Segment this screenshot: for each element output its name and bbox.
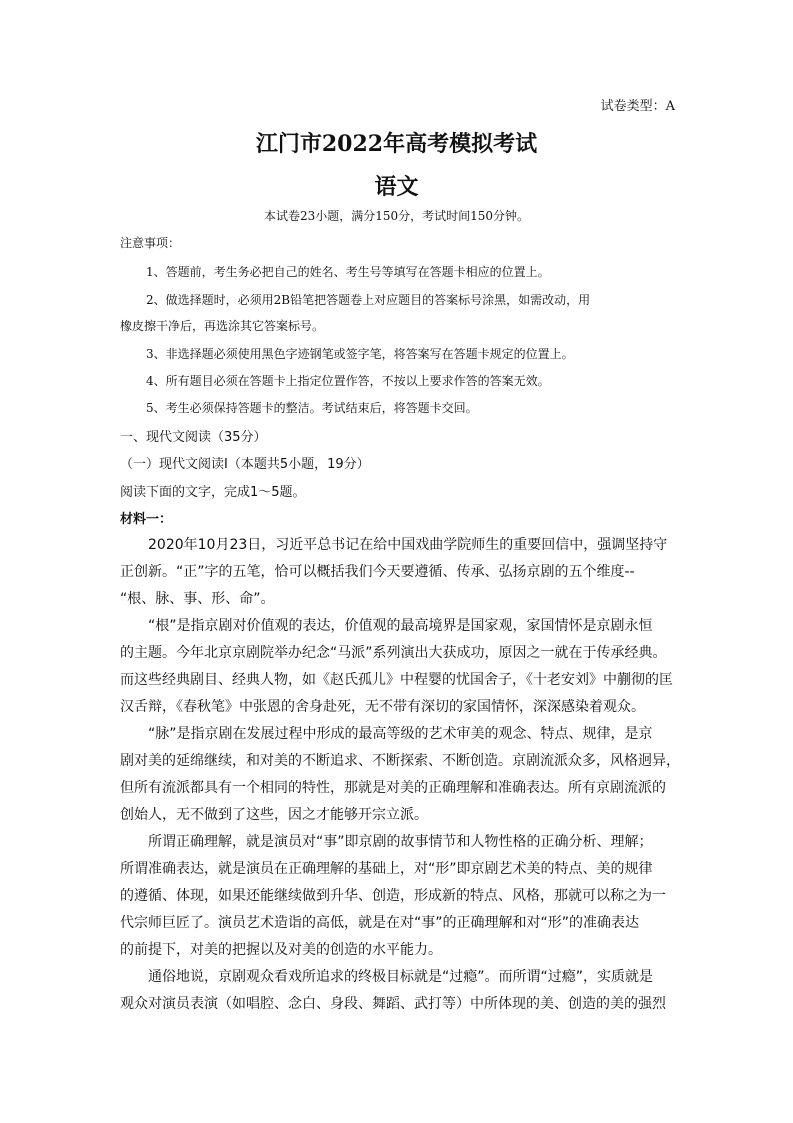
- exam-info: 本试卷23小题，满分150分，考试时间150分钟。: [263, 209, 530, 223]
- passage-line: 创始人，无不做到了这些，因之才能够开宗立派。: [120, 807, 428, 823]
- notice-item-2: 2、做选择题时，必须用2B铅笔把答题卷上对应题目的答案标号涂黑，如需改动，用: [146, 293, 591, 307]
- passage-line: 但所有流派都具有一个相同的特性，那就是对美的正确理解和准确表达。所有京剧流派的: [120, 780, 666, 796]
- notice-item-2-continued: 橡皮擦干净后，再选涂其它答案标号。: [120, 319, 325, 333]
- subject-title: 语文: [374, 174, 419, 200]
- section-heading: 一、现代文阅读（35分）: [120, 430, 267, 445]
- passage-line: “脉”是指京剧在发展过程中形成的最高等级的艺术审美的观念、特点、规律，是京: [148, 726, 653, 742]
- passage-line: 2020年10月23日，习近平总书记在给中国戏曲学院师生的重要回信中，强调坚持守: [148, 537, 668, 553]
- passage-line: “根、脉、事、形、命”。: [120, 591, 275, 607]
- passage-line: 的前提下，对美的把握以及对美的创造的水平能力。: [120, 942, 442, 958]
- notice-item-4: 4、所有题目必须在答题卡上指定位置作答，不按以上要求作答的答案无效。: [146, 374, 550, 388]
- passage-line: “根”是指京剧对价值观的表达，价值观的最高境界是国家观，家国情怀是京剧永恒: [148, 618, 653, 634]
- passage-line: 正创新。“正”字的五笔，恰可以概括我们今天要遵循、传承、弘扬京剧的五个维度--: [120, 564, 635, 580]
- passage-line: 的主题。今年北京京剧院举办纪念“马派”系列演出大获成功，原因之一就在于传承经典。: [120, 645, 667, 661]
- passage-line: 所谓正确理解，就是演员对“事”即京剧的故事情节和人物性格的正确分析、理解；: [148, 834, 653, 850]
- passage-line: 剧对美的延绵继续，和对美的不断追求、不断探索、不断创造。京剧流派众多，风格迥异，: [120, 753, 680, 769]
- subsection-heading: （一）现代文阅读I（本题共5小题，19分）: [120, 457, 370, 472]
- passage-line: 观众对演员表演（如唱腔、念白、身段、舞蹈、武打等）中所体现的美、创造的美的强烈: [120, 996, 666, 1012]
- passage-line: 代宗师巨匠了。演员艺术造诣的高低，就是在对“事”的正确理解和对“形”的准确表达: [120, 915, 640, 931]
- passage-line: 所谓准确表达，就是演员在正确理解的基础上，对“形”即京剧艺术美的特点、美的规律: [120, 861, 653, 877]
- passage-line: 而这些经典剧目、经典人物，如《赵氏孤儿》中程婴的忧国舍子，《十老安刘》中蒯彻的匡: [120, 672, 673, 688]
- passage-line: 的遵循、体现，如果还能继续做到升华、创造，形成新的特点、风格，那就可以称之为一: [120, 888, 666, 904]
- notice-heading: 注意事项：: [120, 236, 181, 250]
- notice-item-1: 1、答题前，考生务必把自己的姓名、考生号等填写在答题卡相应的位置上。: [146, 265, 550, 279]
- material-label: 材料一：: [120, 512, 173, 527]
- notice-item-3: 3、非选择题必须使用黑色字迹钢笔或签字笔，将答案写在答题卡规定的位置上。: [146, 347, 574, 361]
- exam-title: 江门市2022年高考模拟考试: [255, 131, 538, 157]
- passage-line: 汉舌辩，《春秋笔》中张恩的舍身赴死，无不带有深切的家国情怀，深深感染着观众。: [120, 699, 645, 715]
- paper-type-label: 试卷类型：A: [600, 99, 675, 114]
- reading-instruction: 阅读下面的文字，完成1～5题。: [120, 485, 306, 500]
- passage-line: 通俗地说，京剧观众看戏所追求的终极目标就是“过瘾”。而所谓“过瘾”，实质就是: [148, 969, 654, 985]
- notice-item-5: 5、考生必须保持答题卡的整洁。考试结束后，将答题卡交回。: [146, 401, 478, 415]
